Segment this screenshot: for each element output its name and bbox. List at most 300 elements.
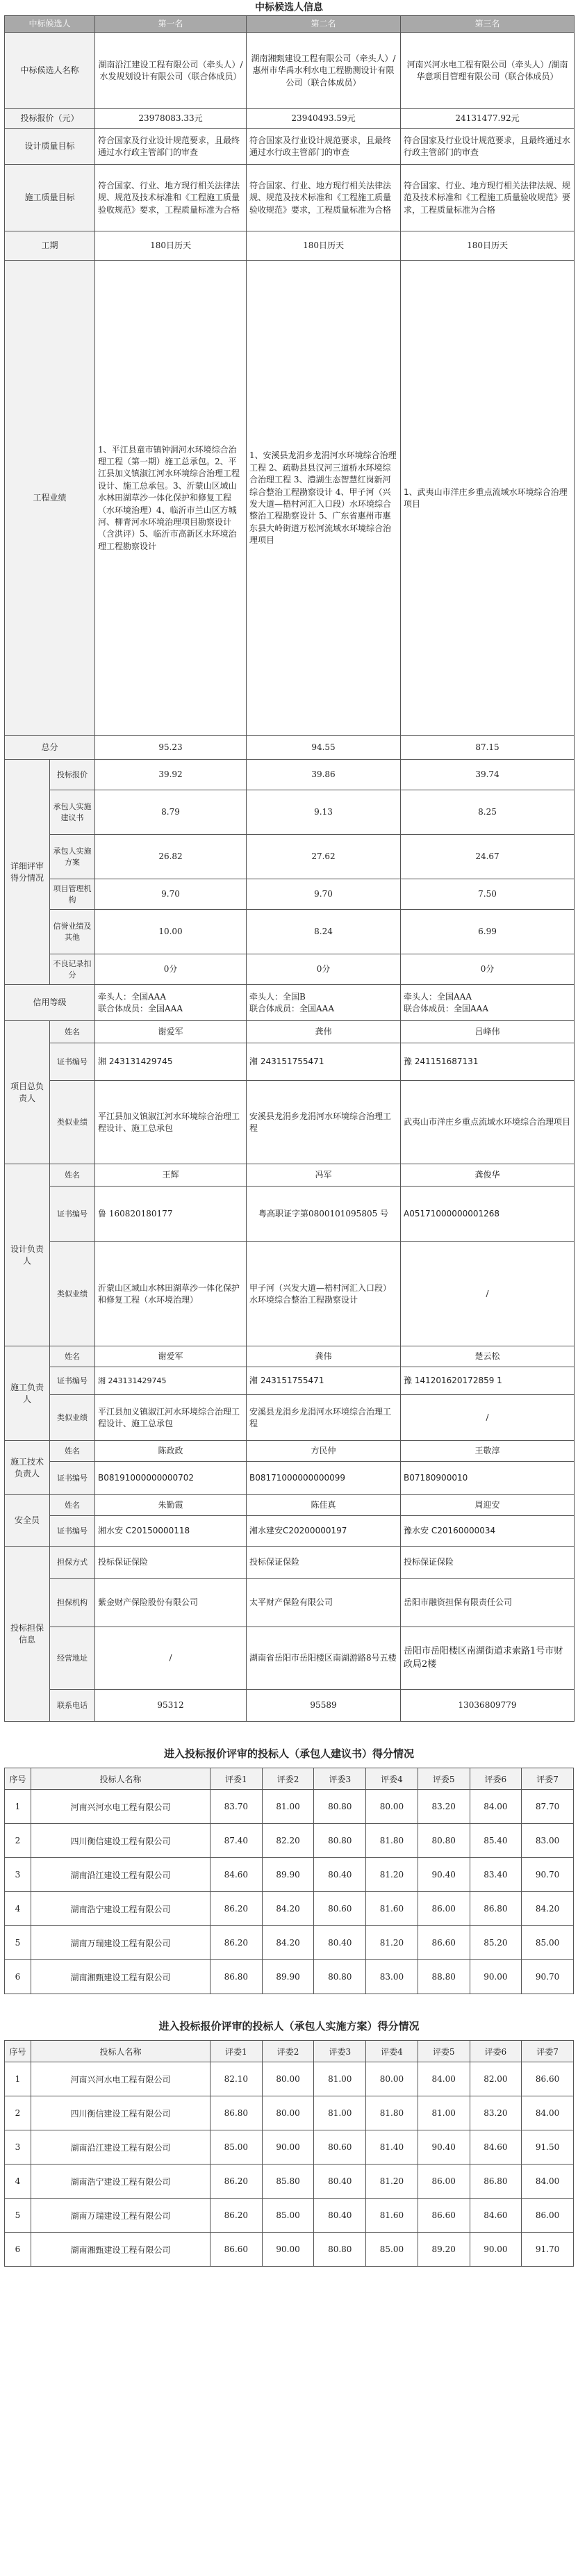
table-row (5, 1790, 574, 1824)
guarantee-form: 投标保证保险 (401, 1547, 575, 1579)
table-header-row (5, 16, 575, 33)
score2-header-row (5, 2041, 574, 2062)
similar-performance: 平江县加义镇淑江河水环境综合治理工程设计、施工总承包 (95, 1081, 247, 1164)
table-row (5, 2199, 574, 2233)
cell: 80.40 (314, 2199, 366, 2233)
detail-value: 0分 (401, 954, 575, 985)
column-header: 评委5 (418, 1768, 470, 1790)
cell: 湖南万瑞建设工程有限公司 (31, 1926, 210, 1960)
cell: 89.90 (262, 1858, 314, 1892)
score1-header-row (5, 1768, 574, 1790)
cell: 81.20 (366, 1858, 418, 1892)
detail-value: 7.50 (401, 879, 575, 910)
cell: 2 (5, 2096, 31, 2130)
cell: 6 (5, 2233, 31, 2267)
column-header: 投标人名称 (31, 2041, 210, 2062)
cert-number: 豫水安 C20160000034 (401, 1516, 575, 1547)
cert-number: 湘 243151755471 (247, 1367, 401, 1395)
field-label: 联系电话 (50, 1690, 95, 1722)
design-value: 符合国家及行业设计规范要求，且最终通过水行政主管部门的审查 (95, 129, 247, 165)
guarantee-address: 岳阳市岳阳楼区南湖街道求索路1号市财政局2楼 (401, 1627, 575, 1690)
person-name: 冯军 (247, 1164, 401, 1187)
price-value: 23978083.33元 (95, 109, 247, 129)
cell: 82.20 (262, 1824, 314, 1858)
detail-value: 39.86 (247, 760, 401, 790)
guarantee-org: 紫金财产保险股份有限公司 (95, 1579, 247, 1627)
candidate-name: 湖南沿江建设工程有限公司（牵头人）/水发规划设计有限公司（联合体成员） (95, 33, 247, 109)
period-value: 180日历天 (401, 231, 575, 261)
detail-row (5, 760, 575, 790)
cell: 86.20 (210, 1892, 263, 1926)
cell: 81.60 (366, 2199, 418, 2233)
detail-value: 8.79 (95, 790, 247, 835)
guarantee-tel-row (5, 1690, 575, 1722)
cell: 80.60 (314, 2130, 366, 2165)
similar-performance: 安溪县龙涓乡龙涓河水环境综合治理工程 (247, 1081, 401, 1164)
similar-performance: 沂蒙山区域山水林田湖草沙一体化保护和修复工程（水环境治理） (95, 1242, 247, 1346)
person-name: 谢爱军 (95, 1021, 247, 1043)
person-name: 周迎安 (401, 1495, 575, 1516)
similar-performance: / (401, 1242, 575, 1346)
cell: 5 (5, 2199, 31, 2233)
cell: 84.20 (262, 1926, 314, 1960)
cell: 90.70 (522, 1960, 574, 1994)
guarantee-org: 岳阳市融资担保有限责任公司 (401, 1579, 575, 1627)
cell: 湖南湘甄建设工程有限公司 (31, 1960, 210, 1994)
person-name: 王敬淳 (401, 1441, 575, 1462)
cell: 86.20 (210, 2199, 263, 2233)
person-name: 王辉 (95, 1164, 247, 1187)
person-name: 龚俊华 (401, 1164, 575, 1187)
cell: 81.00 (262, 1790, 314, 1824)
column-header: 评委4 (366, 2041, 418, 2062)
candidate-name: 河南兴河水电工程有限公司（牵头人）/湖南华意项目管理有限公司（联合体成员） (401, 33, 575, 109)
guarantee-address: 湖南省岳阳市岳阳楼区南湖游路8号五楼 (247, 1627, 401, 1690)
table-row (5, 1926, 574, 1960)
cell: 4 (5, 1892, 31, 1926)
cell: 湖南浩宁建设工程有限公司 (31, 2165, 210, 2199)
performance-value: 1、武夷山市洋庄乡重点流域水环境综合治理项目 (401, 261, 575, 736)
cell: 86.60 (418, 2199, 470, 2233)
cell: 85.20 (470, 1926, 522, 1960)
similar-performance: 平江县加义镇淑江河水环境综合治理工程设计、施工总承包 (95, 1395, 247, 1441)
cert-number: 豫 241151687131 (401, 1043, 575, 1081)
designer-name-row (5, 1164, 575, 1187)
column-header: 评委6 (470, 2041, 522, 2062)
builder-label: 施工负责人 (5, 1346, 50, 1441)
cell: 88.80 (418, 1960, 470, 1994)
credit-value: 牵头人：全国AAA 联合体成员：全国AAA (401, 985, 575, 1021)
cert-number: B07180900010 (401, 1462, 575, 1495)
cell: 85.00 (262, 2199, 314, 2233)
cell: 80.00 (366, 1790, 418, 1824)
designer-perf-row (5, 1242, 575, 1346)
cell: 河南兴河水电工程有限公司 (31, 1790, 210, 1824)
detail-value: 26.82 (95, 835, 247, 879)
detail-value: 39.74 (401, 760, 575, 790)
detail-label: 不良记录扣分 (50, 954, 95, 985)
cell: 81.20 (366, 1926, 418, 1960)
field-label: 证书编号 (50, 1367, 95, 1395)
field-label: 担保方式 (50, 1547, 95, 1579)
cell: 83.40 (470, 1858, 522, 1892)
cert-number: 鲁 160820180177 (95, 1187, 247, 1242)
cell: 5 (5, 1926, 31, 1960)
cell: 81.00 (418, 2096, 470, 2130)
page-title: 中标候选人信息 (255, 2, 323, 13)
guarantee-phone: 95589 (247, 1690, 401, 1722)
tech-name-row (5, 1441, 575, 1462)
guarantee-label: 投标担保信息 (5, 1547, 50, 1722)
total-value: 87.15 (401, 736, 575, 760)
similar-performance: / (401, 1395, 575, 1441)
field-label: 姓名 (50, 1495, 95, 1516)
cell: 湖南沿江建设工程有限公司 (31, 2130, 210, 2165)
cell: 80.40 (314, 1858, 366, 1892)
table-row (5, 2130, 574, 2165)
guarantee-form-row (5, 1547, 575, 1579)
detail-row (5, 954, 575, 985)
person-name: 谢爱军 (95, 1346, 247, 1367)
column-header: 评委5 (418, 2041, 470, 2062)
guarantee-phone: 13036809779 (401, 1690, 575, 1722)
similar-performance: 武夷山市洋庄乡重点流域水环境综合治理项目 (401, 1081, 575, 1164)
cell: 82.10 (210, 2062, 263, 2096)
person-name: 方民仲 (247, 1441, 401, 1462)
cell: 90.70 (522, 1858, 574, 1892)
table-row (5, 2096, 574, 2130)
cell: 4 (5, 2165, 31, 2199)
column-header: 评委3 (314, 1768, 366, 1790)
detail-label: 承包人实施方案 (50, 835, 95, 879)
cell: 85.00 (522, 1926, 574, 1960)
person-name: 楚云松 (401, 1346, 575, 1367)
header-rank-2: 第二名 (247, 16, 401, 33)
cell: 84.00 (522, 2165, 574, 2199)
row-label: 设计质量目标 (5, 129, 95, 165)
credit-value: 牵头人：全国B 联合体成员：全国AAA (247, 985, 401, 1021)
cell: 81.40 (366, 2130, 418, 2165)
cell: 湖南沿江建设工程有限公司 (31, 1858, 210, 1892)
cell: 80.00 (366, 2062, 418, 2096)
cell: 湖南浩宁建设工程有限公司 (31, 1892, 210, 1926)
field-label: 类似业绩 (50, 1081, 95, 1164)
pm-cert-row (5, 1043, 575, 1081)
column-header: 评委4 (366, 1768, 418, 1790)
cell: 84.00 (418, 2062, 470, 2096)
candidate-name-row (5, 33, 575, 109)
field-label: 类似业绩 (50, 1395, 95, 1441)
column-header: 评委2 (262, 2041, 314, 2062)
cell: 80.80 (314, 2233, 366, 2267)
detail-value: 6.99 (401, 910, 575, 954)
field-label: 姓名 (50, 1441, 95, 1462)
cell: 86.80 (210, 1960, 263, 1994)
cell: 85.80 (262, 2165, 314, 2199)
performance-value: 1、安溪县龙涓乡龙涓河水环境综合治理工程 2、疏勒县县汉河三道桥水环境综合治理工程 3、澧湖生态智慧红岗新河综合整治工程勘察设计 4、甲子河（兴发大道—梧村河汇入口段）水环境综合整治工程勘察设计 5、广东省惠州市惠东县大岭街道万松河流域水环境综合治理项目 (247, 261, 401, 736)
cell: 86.60 (210, 2233, 263, 2267)
pm-name-row (5, 1021, 575, 1043)
score2-table (4, 2040, 574, 2267)
field-label: 姓名 (50, 1021, 95, 1043)
column-header: 序号 (5, 2041, 31, 2062)
cell: 83.20 (470, 2096, 522, 2130)
detail-row (5, 879, 575, 910)
guarantee-org: 太平财产保险有限公司 (247, 1579, 401, 1627)
cell: 3 (5, 2130, 31, 2165)
similar-performance: 甲子河（兴发大道—梧村河汇入口段）水环境综合整治工程勘察设计 (247, 1242, 401, 1346)
cert-number: 豫 141201620172859 1 (401, 1367, 575, 1395)
cell: 86.20 (210, 2165, 263, 2199)
period-value: 180日历天 (95, 231, 247, 261)
cell: 91.50 (522, 2130, 574, 2165)
detail-value: 0分 (247, 954, 401, 985)
candidate-table (4, 15, 575, 1722)
detail-value: 9.70 (247, 879, 401, 910)
cell: 86.00 (418, 2165, 470, 2199)
table-row (5, 1824, 574, 1858)
cell: 四川衡信建设工程有限公司 (31, 2096, 210, 2130)
cell: 83.70 (210, 1790, 263, 1824)
person-name: 龚伟 (247, 1021, 401, 1043)
cell: 河南兴河水电工程有限公司 (31, 2062, 210, 2096)
cell: 80.80 (314, 1824, 366, 1858)
guarantee-phone: 95312 (95, 1690, 247, 1722)
cell: 84.20 (262, 1892, 314, 1926)
cell: 81.20 (366, 2165, 418, 2199)
guarantee-address: / (95, 1627, 247, 1690)
cell: 82.00 (470, 2062, 522, 2096)
cell: 87.70 (522, 1790, 574, 1824)
detail-value: 27.62 (247, 835, 401, 879)
detail-label: 项目管理机构 (50, 879, 95, 910)
row-label: 施工质量目标 (5, 165, 95, 231)
cell: 90.00 (262, 2233, 314, 2267)
cert-number: 湘 243131429745 (95, 1367, 247, 1395)
detail-value: 10.00 (95, 910, 247, 954)
cell: 86.20 (210, 1926, 263, 1960)
row-label: 工期 (5, 231, 95, 261)
safety-label: 安全员 (5, 1495, 50, 1547)
column-header: 评委1 (210, 1768, 263, 1790)
field-label: 姓名 (50, 1346, 95, 1367)
column-header: 评委2 (262, 1768, 314, 1790)
field-label: 证书编号 (50, 1516, 95, 1547)
detail-label: 承包人实施建议书 (50, 790, 95, 835)
period-value: 180日历天 (247, 231, 401, 261)
table-row (5, 2062, 574, 2096)
detail-label: 投标报价 (50, 760, 95, 790)
person-name: 龚伟 (247, 1346, 401, 1367)
cell: 80.00 (262, 2062, 314, 2096)
safety-name-row (5, 1495, 575, 1516)
detail-group-label: 详细评审得分情况 (5, 760, 50, 985)
builder-name-row (5, 1346, 575, 1367)
price-value: 24131477.92元 (401, 109, 575, 129)
field-label: 姓名 (50, 1164, 95, 1187)
field-label: 经营地址 (50, 1627, 95, 1690)
cert-number: 湘水建安C20200000197 (247, 1516, 401, 1547)
cell: 89.20 (418, 2233, 470, 2267)
cell: 86.80 (470, 2165, 522, 2199)
cell: 90.00 (470, 2233, 522, 2267)
quality-value: 符合国家、行业、地方现行相关法律法规、规范及技术标准和《工程施工质量验收规范》要求，工程质量标准为合格 (247, 165, 401, 231)
cell: 80.40 (314, 2165, 366, 2199)
person-name: 吕峰伟 (401, 1021, 575, 1043)
cell: 90.00 (470, 1960, 522, 1994)
row-label: 总分 (5, 736, 95, 760)
cell: 1 (5, 2062, 31, 2096)
cert-number: A05171000000001268 (401, 1187, 575, 1242)
cert-number: 湘 243151755471 (247, 1043, 401, 1081)
design-value: 符合国家及行业设计规范要求，且最终通过水行政主管部门的审查 (247, 129, 401, 165)
person-name: 陈佳真 (247, 1495, 401, 1516)
period-row (5, 231, 575, 261)
cell: 80.00 (262, 2096, 314, 2130)
cell: 90.40 (418, 1858, 470, 1892)
detail-row (5, 910, 575, 954)
guarantee-form: 投标保证保险 (95, 1547, 247, 1579)
pm-label: 项目总负责人 (5, 1021, 50, 1164)
performance-row (5, 261, 575, 736)
design-row (5, 129, 575, 165)
field-label: 证书编号 (50, 1187, 95, 1242)
builder-perf-row (5, 1395, 575, 1441)
cell: 84.60 (470, 2130, 522, 2165)
cell: 83.20 (418, 1790, 470, 1824)
cell: 6 (5, 1960, 31, 1994)
detail-label: 信誉业绩及其他 (50, 910, 95, 954)
column-header: 评委7 (522, 1768, 574, 1790)
cell: 84.60 (210, 1858, 263, 1892)
cell: 86.00 (522, 2199, 574, 2233)
designer-cert-row (5, 1187, 575, 1242)
cell: 84.60 (470, 2199, 522, 2233)
cell: 湖南湘甄建设工程有限公司 (31, 2233, 210, 2267)
cell: 90.40 (418, 2130, 470, 2165)
cell: 3 (5, 1858, 31, 1892)
person-name: 陈政政 (95, 1441, 247, 1462)
cell: 85.40 (470, 1824, 522, 1858)
guarantee-form: 投标保证保险 (247, 1547, 401, 1579)
tech-cert-row (5, 1462, 575, 1495)
column-header: 评委3 (314, 2041, 366, 2062)
row-label: 投标报价（元） (5, 109, 95, 129)
cell: 81.80 (366, 2096, 418, 2130)
cell: 四川衡信建设工程有限公司 (31, 1824, 210, 1858)
price-value: 23940493.59元 (247, 109, 401, 129)
cell: 86.00 (418, 1892, 470, 1926)
cert-number: B08191000000000702 (95, 1462, 247, 1495)
total-value: 95.23 (95, 736, 247, 760)
cert-number: 湘 243131429745 (95, 1043, 247, 1081)
pm-perf-row (5, 1081, 575, 1164)
row-label: 信用等级 (5, 985, 95, 1021)
cell: 1 (5, 1790, 31, 1824)
field-label: 证书编号 (50, 1043, 95, 1081)
cell: 87.40 (210, 1824, 263, 1858)
candidate-name: 湖南湘甄建设工程有限公司（牵头人）/惠州市华禹水利水电工程勘测设计有限公司（联合体成员） (247, 33, 401, 109)
column-header: 序号 (5, 1768, 31, 1790)
cell: 81.80 (366, 1824, 418, 1858)
column-header: 评委6 (470, 1768, 522, 1790)
detail-value: 8.25 (401, 790, 575, 835)
cell: 81.60 (366, 1892, 418, 1926)
table-row (5, 1858, 574, 1892)
person-name: 朱勤霞 (95, 1495, 247, 1516)
cell: 90.00 (262, 2130, 314, 2165)
designer-label: 设计负责人 (5, 1164, 50, 1346)
cell: 81.00 (314, 2096, 366, 2130)
quality-row (5, 165, 575, 231)
detail-value: 9.13 (247, 790, 401, 835)
header-label: 中标候选人 (5, 16, 95, 33)
guarantee-address-row (5, 1627, 575, 1690)
cell: 91.70 (522, 2233, 574, 2267)
score1-title: 进入投标报价评审的投标人（承包人建议书）得分情况 (163, 1747, 414, 1761)
cell: 80.60 (314, 1892, 366, 1926)
header-rank-3: 第三名 (401, 16, 575, 33)
detail-row (5, 790, 575, 835)
cell: 80.40 (314, 1926, 366, 1960)
credit-row (5, 985, 575, 1021)
cell: 84.00 (470, 1790, 522, 1824)
cell: 86.80 (470, 1892, 522, 1926)
builder-cert-row (5, 1367, 575, 1395)
table-row (5, 2233, 574, 2267)
score1-table (4, 1768, 574, 1994)
detail-value: 0分 (95, 954, 247, 985)
field-label: 担保机构 (50, 1579, 95, 1627)
total-row (5, 736, 575, 760)
field-label: 类似业绩 (50, 1242, 95, 1346)
row-label: 工程业绩 (5, 261, 95, 736)
cell: 湖南万瑞建设工程有限公司 (31, 2199, 210, 2233)
cell: 85.00 (210, 2130, 263, 2165)
similar-performance: 安溪县龙涓乡龙涓河水环境综合治理工程 (247, 1395, 401, 1441)
cert-number: 湘水安 C20150000118 (95, 1516, 247, 1547)
cert-number: 粤高职证字第0800101095805 号 (247, 1187, 401, 1242)
column-header: 投标人名称 (31, 1768, 210, 1790)
row-label: 中标候选人名称 (5, 33, 95, 109)
cell: 86.60 (522, 2062, 574, 2096)
cell: 84.00 (522, 2096, 574, 2130)
quality-value: 符合国家、行业、地方现行相关法律法规、规范及技术标准和《工程施工质量验收规范》要求，工程质量标准为合格 (401, 165, 575, 231)
cell: 84.20 (522, 1892, 574, 1926)
cell: 83.00 (366, 1960, 418, 1994)
header-rank-1: 第一名 (95, 16, 247, 33)
cell: 2 (5, 1824, 31, 1858)
detail-value: 8.24 (247, 910, 401, 954)
quality-value: 符合国家、行业、地方现行相关法律法规、规范及技术标准和《工程施工质量验收规范》要求，工程质量标准为合格 (95, 165, 247, 231)
cert-number: B08171000000000099 (247, 1462, 401, 1495)
detail-row (5, 835, 575, 879)
cell: 83.00 (522, 1824, 574, 1858)
detail-value: 24.67 (401, 835, 575, 879)
score2-title: 进入投标报价评审的投标人（承包人实施方案）得分情况 (158, 2020, 420, 2033)
field-label: 证书编号 (50, 1462, 95, 1495)
detail-value: 39.92 (95, 760, 247, 790)
cell: 80.80 (314, 1960, 366, 1994)
table-row (5, 2165, 574, 2199)
performance-value: 1、平江县童市镇钟洞河水环境综合治理工程（第一期）施工总承包。2、平江县加义镇淑江河水环境综合治理工程设计、施工总承包。3、沂蒙山区域山水林田湖草沙一体化保护和修复工程（水环境治理）4、临沂市兰山区方城河、柳青河水环境治理项目勘察设计（含洪评）5、临沂市高新区水环境治理工程勘察设计 (95, 261, 247, 736)
cell: 85.00 (366, 2233, 418, 2267)
table-row (5, 1892, 574, 1926)
total-value: 94.55 (247, 736, 401, 760)
design-value: 符合国家及行业设计规范要求，且最终通过水行政主管部门的审查 (401, 129, 575, 165)
column-header: 评委1 (210, 2041, 263, 2062)
cell: 89.90 (262, 1960, 314, 1994)
